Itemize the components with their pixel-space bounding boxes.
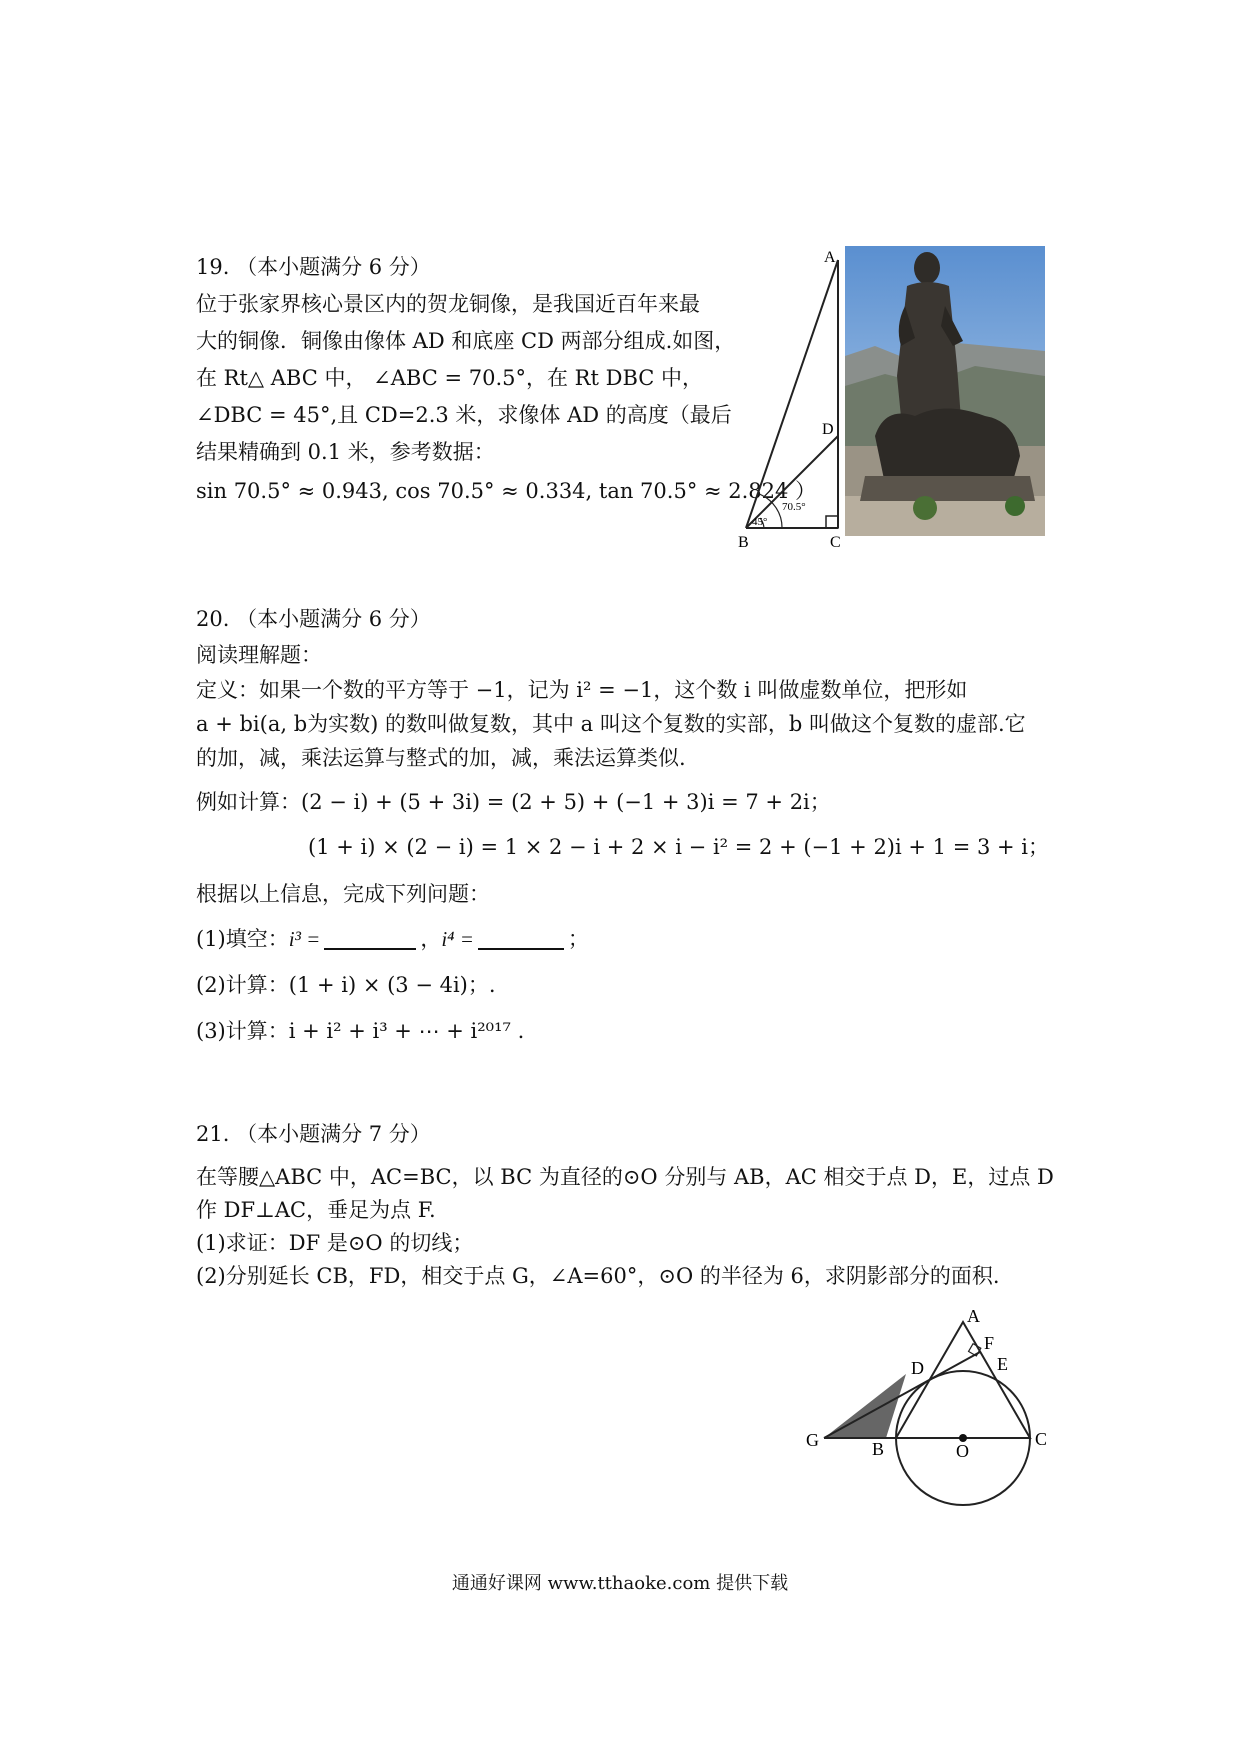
q20-example-1: 例如计算：(2 − i) + (5 + 3i) = (2 + 5) + (−1 + 3)i = 7 + 2i； — [196, 790, 831, 814]
q20-definition-1: 定义：如果一个数的平方等于 −1，记为 i² = −1，这个数 i 叫做虚数单位，把形如 — [196, 678, 968, 702]
q21-label-c: C — [1035, 1429, 1048, 1449]
q21-label-e: E — [997, 1354, 1008, 1374]
q19-label-a: A — [824, 249, 836, 266]
q21-label-g: G — [806, 1430, 819, 1450]
q21-line-2: 作 DF⊥AC，垂足为点 F. — [196, 1198, 436, 1222]
q21-label-b: B — [872, 1439, 885, 1459]
q19-line-3: 在 Rt△ ABC 中， ∠ABC = 70.5°，在 Rt DBC 中， — [196, 366, 704, 390]
q21-label-f: F — [984, 1333, 995, 1353]
q19-label-d: D — [822, 421, 834, 438]
q20-part-1-sep: ， — [420, 927, 442, 951]
q19-angle-70: 70.5° — [782, 501, 806, 513]
q20-definition-2: a + bi(a, b为实数) 的数叫做复数，其中 a 叫这个复数的实部，b 叫做这个复数的虚部.它 — [196, 712, 1026, 736]
q19-line-6: sin 70.5° ≈ 0.943, cos 70.5° ≈ 0.334, tan 70.5° ≈ 2.824 ） — [196, 479, 817, 503]
q20-part-1-b: i⁴ = — [441, 927, 474, 951]
q21-part-1: (1)求证：DF 是⊙O 的切线； — [196, 1231, 474, 1255]
q19-line-4: ∠DBC = 45°,且 CD=2.3 米，求像体 AD 的高度（最后 — [196, 403, 732, 427]
q20-part-3: (3)计算：i + i² + i³ + ⋯ + i²⁰¹⁷ . — [196, 1019, 525, 1043]
q19-line-5: 结果精确到 0.1 米，参考数据： — [196, 440, 495, 464]
q19-header: 19. （本小题满分 6 分） — [196, 255, 431, 279]
q20-example-2: (1 + i) × (2 − i) = 1 × 2 − i + 2 × i − i² = 2 + (−1 + 2)i + 1 = 3 + i； — [308, 835, 1049, 859]
q20-header: 20. （本小题满分 6 分） — [196, 607, 431, 631]
page-footer: 通通好课网 www.tthaoke.com 提供下载 — [451, 1573, 789, 1594]
answer-blank-2[interactable] — [478, 926, 564, 950]
q20-prompt: 根据以上信息，完成下列问题： — [196, 882, 490, 906]
q20-part-1-a: i³ = — [288, 927, 321, 951]
q21-label-o: O — [956, 1441, 969, 1461]
q19-label-b: B — [738, 534, 749, 551]
answer-blank-1[interactable] — [324, 926, 416, 950]
q20-part-2: (2)计算：(1 + i) × (3 − 4i)；. — [196, 973, 496, 997]
q21-label-a: A — [967, 1306, 980, 1326]
q20-part-1-label: (1)填空： — [196, 927, 289, 951]
q21-part-2: (2)分别延长 CB，FD，相交于点 G，∠A=60°，⊙O 的半径为 6，求阴影部分的面积. — [196, 1264, 1000, 1288]
q21-line-1: 在等腰△ABC 中，AC=BC，以 BC 为直径的⊙O 分别与 AB，AC 相交于点 D，E，过点 D — [196, 1165, 1054, 1189]
q19-line-2: 大的铜像．铜像由像体 AD 和底座 CD 两部分组成.如图， — [196, 329, 736, 353]
q21-label-d: D — [911, 1358, 924, 1378]
q19-angle-45: 45° — [752, 516, 768, 528]
q19-line-1: 位于张家界核心景区内的贺龙铜像，是我国近百年来最 — [196, 292, 700, 316]
q19-statue-photo — [845, 246, 1045, 536]
q21-circle-figure — [800, 1298, 1060, 1518]
q19-label-c: C — [830, 534, 841, 551]
q21-header: 21. （本小题满分 7 分） — [196, 1122, 431, 1146]
q20-part-1 — [196, 922, 589, 956]
q20-part-1-end: ； — [567, 927, 589, 951]
q20-definition-3: 的加，减，乘法运算与整式的加，减，乘法运算类似. — [196, 746, 686, 770]
q20-intro: 阅读理解题： — [196, 643, 322, 667]
q19-triangle-figure — [738, 246, 848, 551]
